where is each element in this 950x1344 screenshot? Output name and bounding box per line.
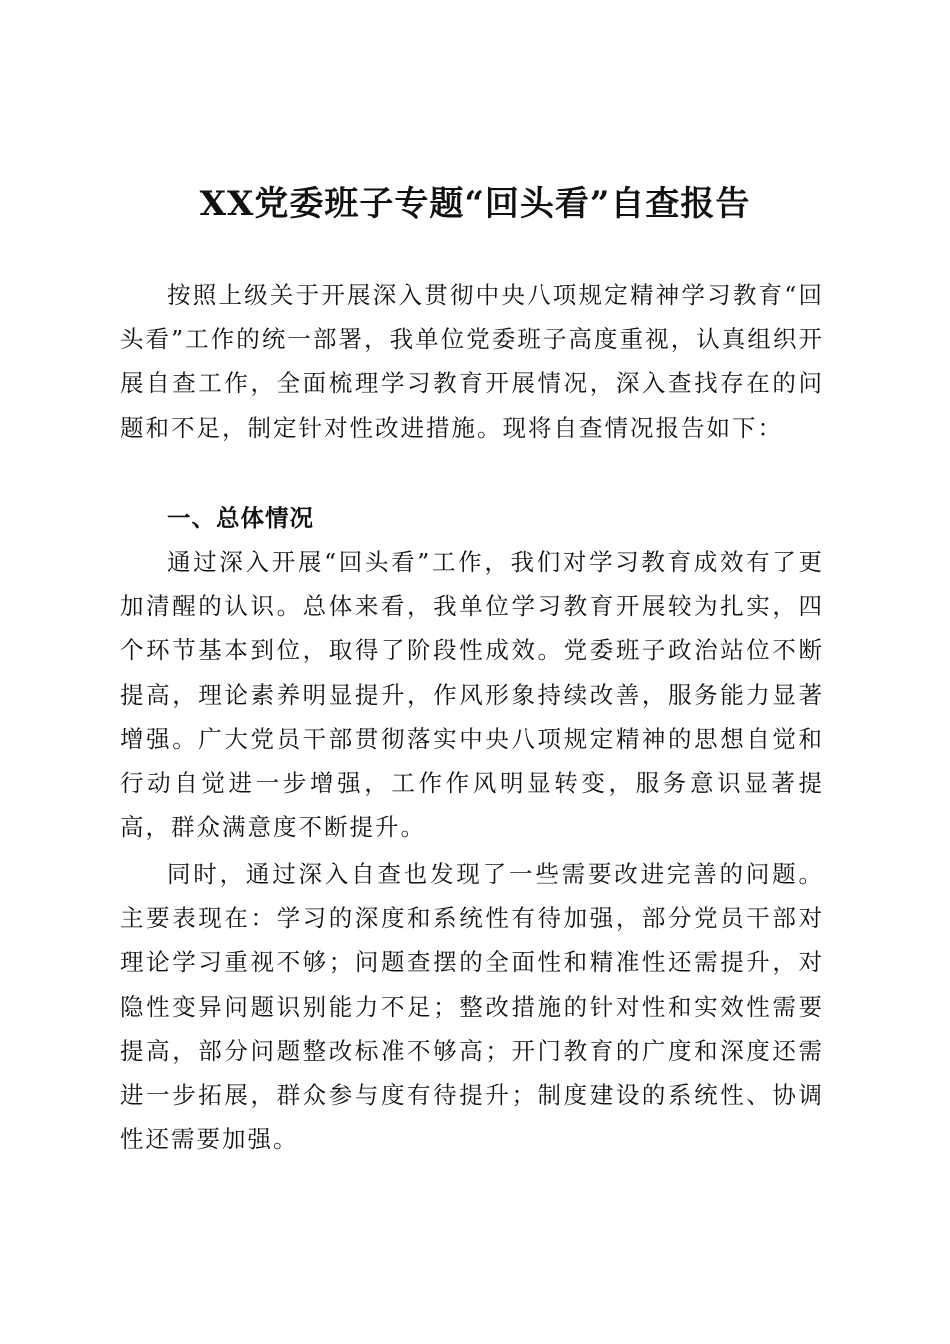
intro-paragraph: 按照上级关于开展深入贯彻中央八项规定精神学习教育“回头看”工作的统一部署，我单位党委班子高度重视，认真组织开展自查工作，全面梳理学习教育开展情况，深入查找存在的问题和不足，制定针对性改进措施。现将自查情况报告如下： — [120, 281, 824, 442]
section-heading-overall: 一、总体情况 — [167, 504, 314, 532]
overall-paragraph-2: 同时，通过深入自查也发现了一些需要改进完善的问题。主要表现在：学习的深度和系统性有待加强，部分党员干部对理论学习重视不够；问题查摆的全面性和精准性还需提升，对隐性变异问题识别能力不足；整改措施的针对性和实效性需要提高，部分问题整改标准不够高；开门教育的广度和深度还需进一步拓展，群众参与度有待提升；制度建设的系统性、协调性还需要加强。 — [120, 860, 824, 1154]
document-title: XX党委班子专题“回头看”自查报告 — [199, 184, 751, 224]
overall-paragraph-1: 通过深入开展“回头看”工作，我们对学习教育成效有了更加清醒的认识。总体来看，我单位学习教育开展较为扎实，四个环节基本到位，取得了阶段性成效。党委班子政治站位不断提高，理论素养明显提升，作风形象持续改善，服务能力显著增强。广大党员干部贯彻落实中央八项规定精神的思想自觉和行动自觉进一步增强，工作作风明显转变，服务意识显著提高，群众满意度不断提升。 — [120, 548, 824, 842]
